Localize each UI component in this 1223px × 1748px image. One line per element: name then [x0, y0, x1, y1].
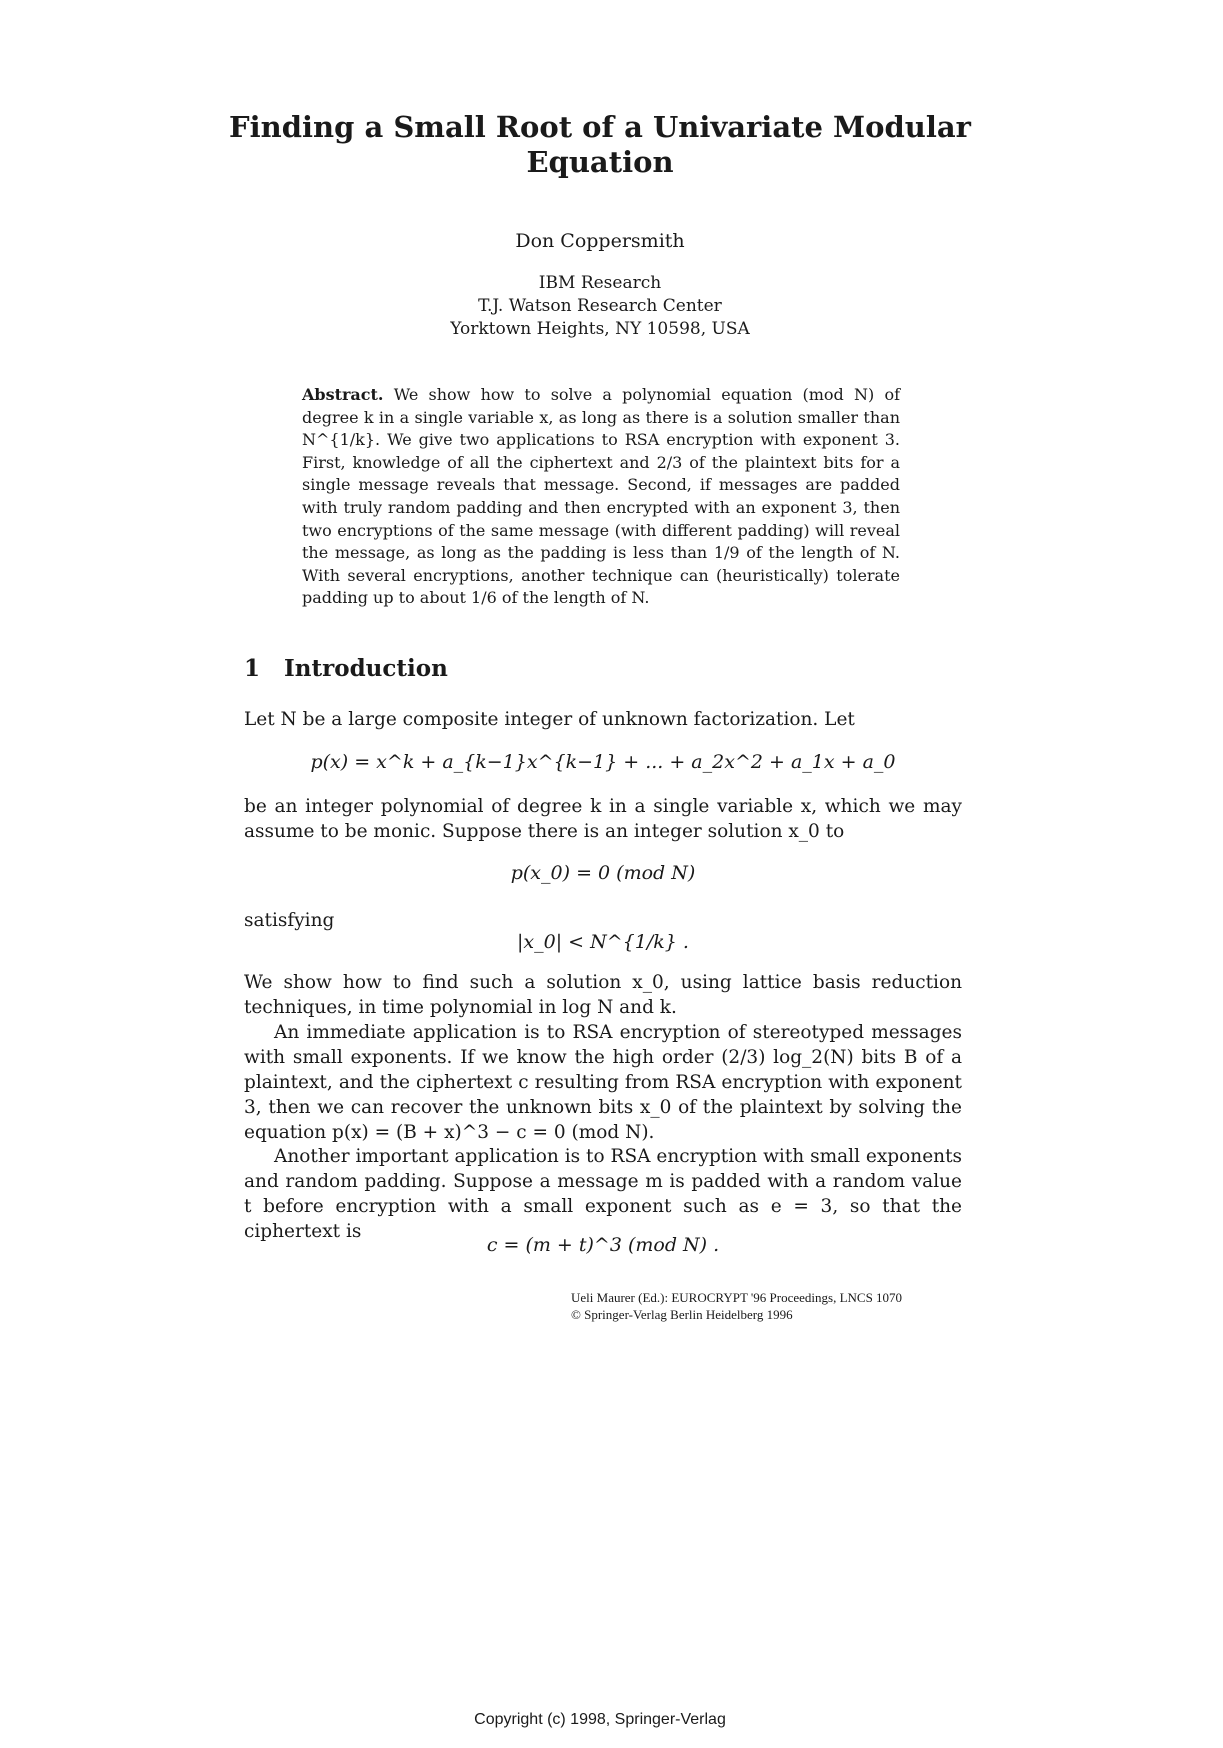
paragraph: We show how to find such a solution x_0, using lattice basis reduction techniques, in time polynomial in log N and k.	[244, 972, 962, 1018]
paragraph: be an integer polynomial of degree k in a single variable x, which we may assume to be monic. Suppose there is an integer solution x_0 to	[244, 796, 962, 842]
equation-modular: p(x_0) = 0 (mod N)	[510, 862, 696, 884]
publication-footnote	[571, 1289, 902, 1323]
abstract-text: We show how to solve a polynomial equation (mod N) of degree k in a single variable x, as long as there is a solution smaller than N^{1/k}. We give two applications to RSA encryption with exponent 3. First, knowledge of all the ciphertext and 2/3 of the plaintext bits for a single message reveals that message. Second, if messages are padded with truly random padding and then encrypted with an exponent 3, then two encryptions of the same message (with different padding) will reveal the message, as long as the padding is less than 1/9 of the length of N. With several encryptions, another technique can (heuristically) tolerate padding up to about 1/6 of the length of N.	[302, 385, 900, 608]
copyright-notice: Copyright (c) 1998, Springer-Verlag	[474, 1711, 726, 1728]
section-heading	[244, 655, 448, 682]
paper-title: Finding a Small Root of a Univariate Modular Equation	[229, 110, 971, 179]
paragraph: An immediate application is to RSA encryption of stereotyped messages with small exponents. If we know the high order (2/3) log_2(N) bits B of a plaintext, and the ciphertext c resulting from RSA encryption with exponent 3, then we can recover the unknown bits x_0 of the plaintext by solving the equation p(x) = (B + x)^3 − c = 0 (mod N).	[244, 1022, 962, 1143]
equation-ciphertext: c = (m + t)^3 (mod N) .	[486, 1234, 720, 1256]
abstract-label: Abstract.	[302, 385, 384, 404]
section-number: 1	[244, 655, 261, 682]
author-name: Don Coppersmith	[515, 230, 685, 252]
footnote-line: © Springer-Verlag Berlin Heidelberg 1996	[571, 1307, 793, 1322]
paragraph: satisfying	[244, 910, 335, 931]
equation-bound: |x_0| < N^{1/k} .	[517, 931, 689, 953]
equation-polynomial: p(x) = x^k + a_{k−1}x^{k−1} + ... + a_2x^2 + a_1x + a_0	[310, 751, 896, 773]
footnote-line: Ueli Maurer (Ed.): EUROCRYPT '96 Proceedings, LNCS 1070	[571, 1290, 903, 1305]
section-title: Introduction	[284, 655, 448, 682]
paragraph: Let N be a large composite integer of unknown factorization. Let	[244, 709, 855, 730]
affiliation-line: T.J. Watson Research Center	[478, 296, 722, 316]
affiliation-line: IBM Research	[538, 273, 662, 293]
affiliation-line: Yorktown Heights, NY 10598, USA	[450, 319, 750, 339]
paragraph: Another important application is to RSA encryption with small exponents and random padding. Suppose a message m is padded with a random value t before encryption with a small exponent such as e = 3, so that the ciphertext is	[244, 1146, 962, 1242]
abstract	[302, 384, 900, 610]
